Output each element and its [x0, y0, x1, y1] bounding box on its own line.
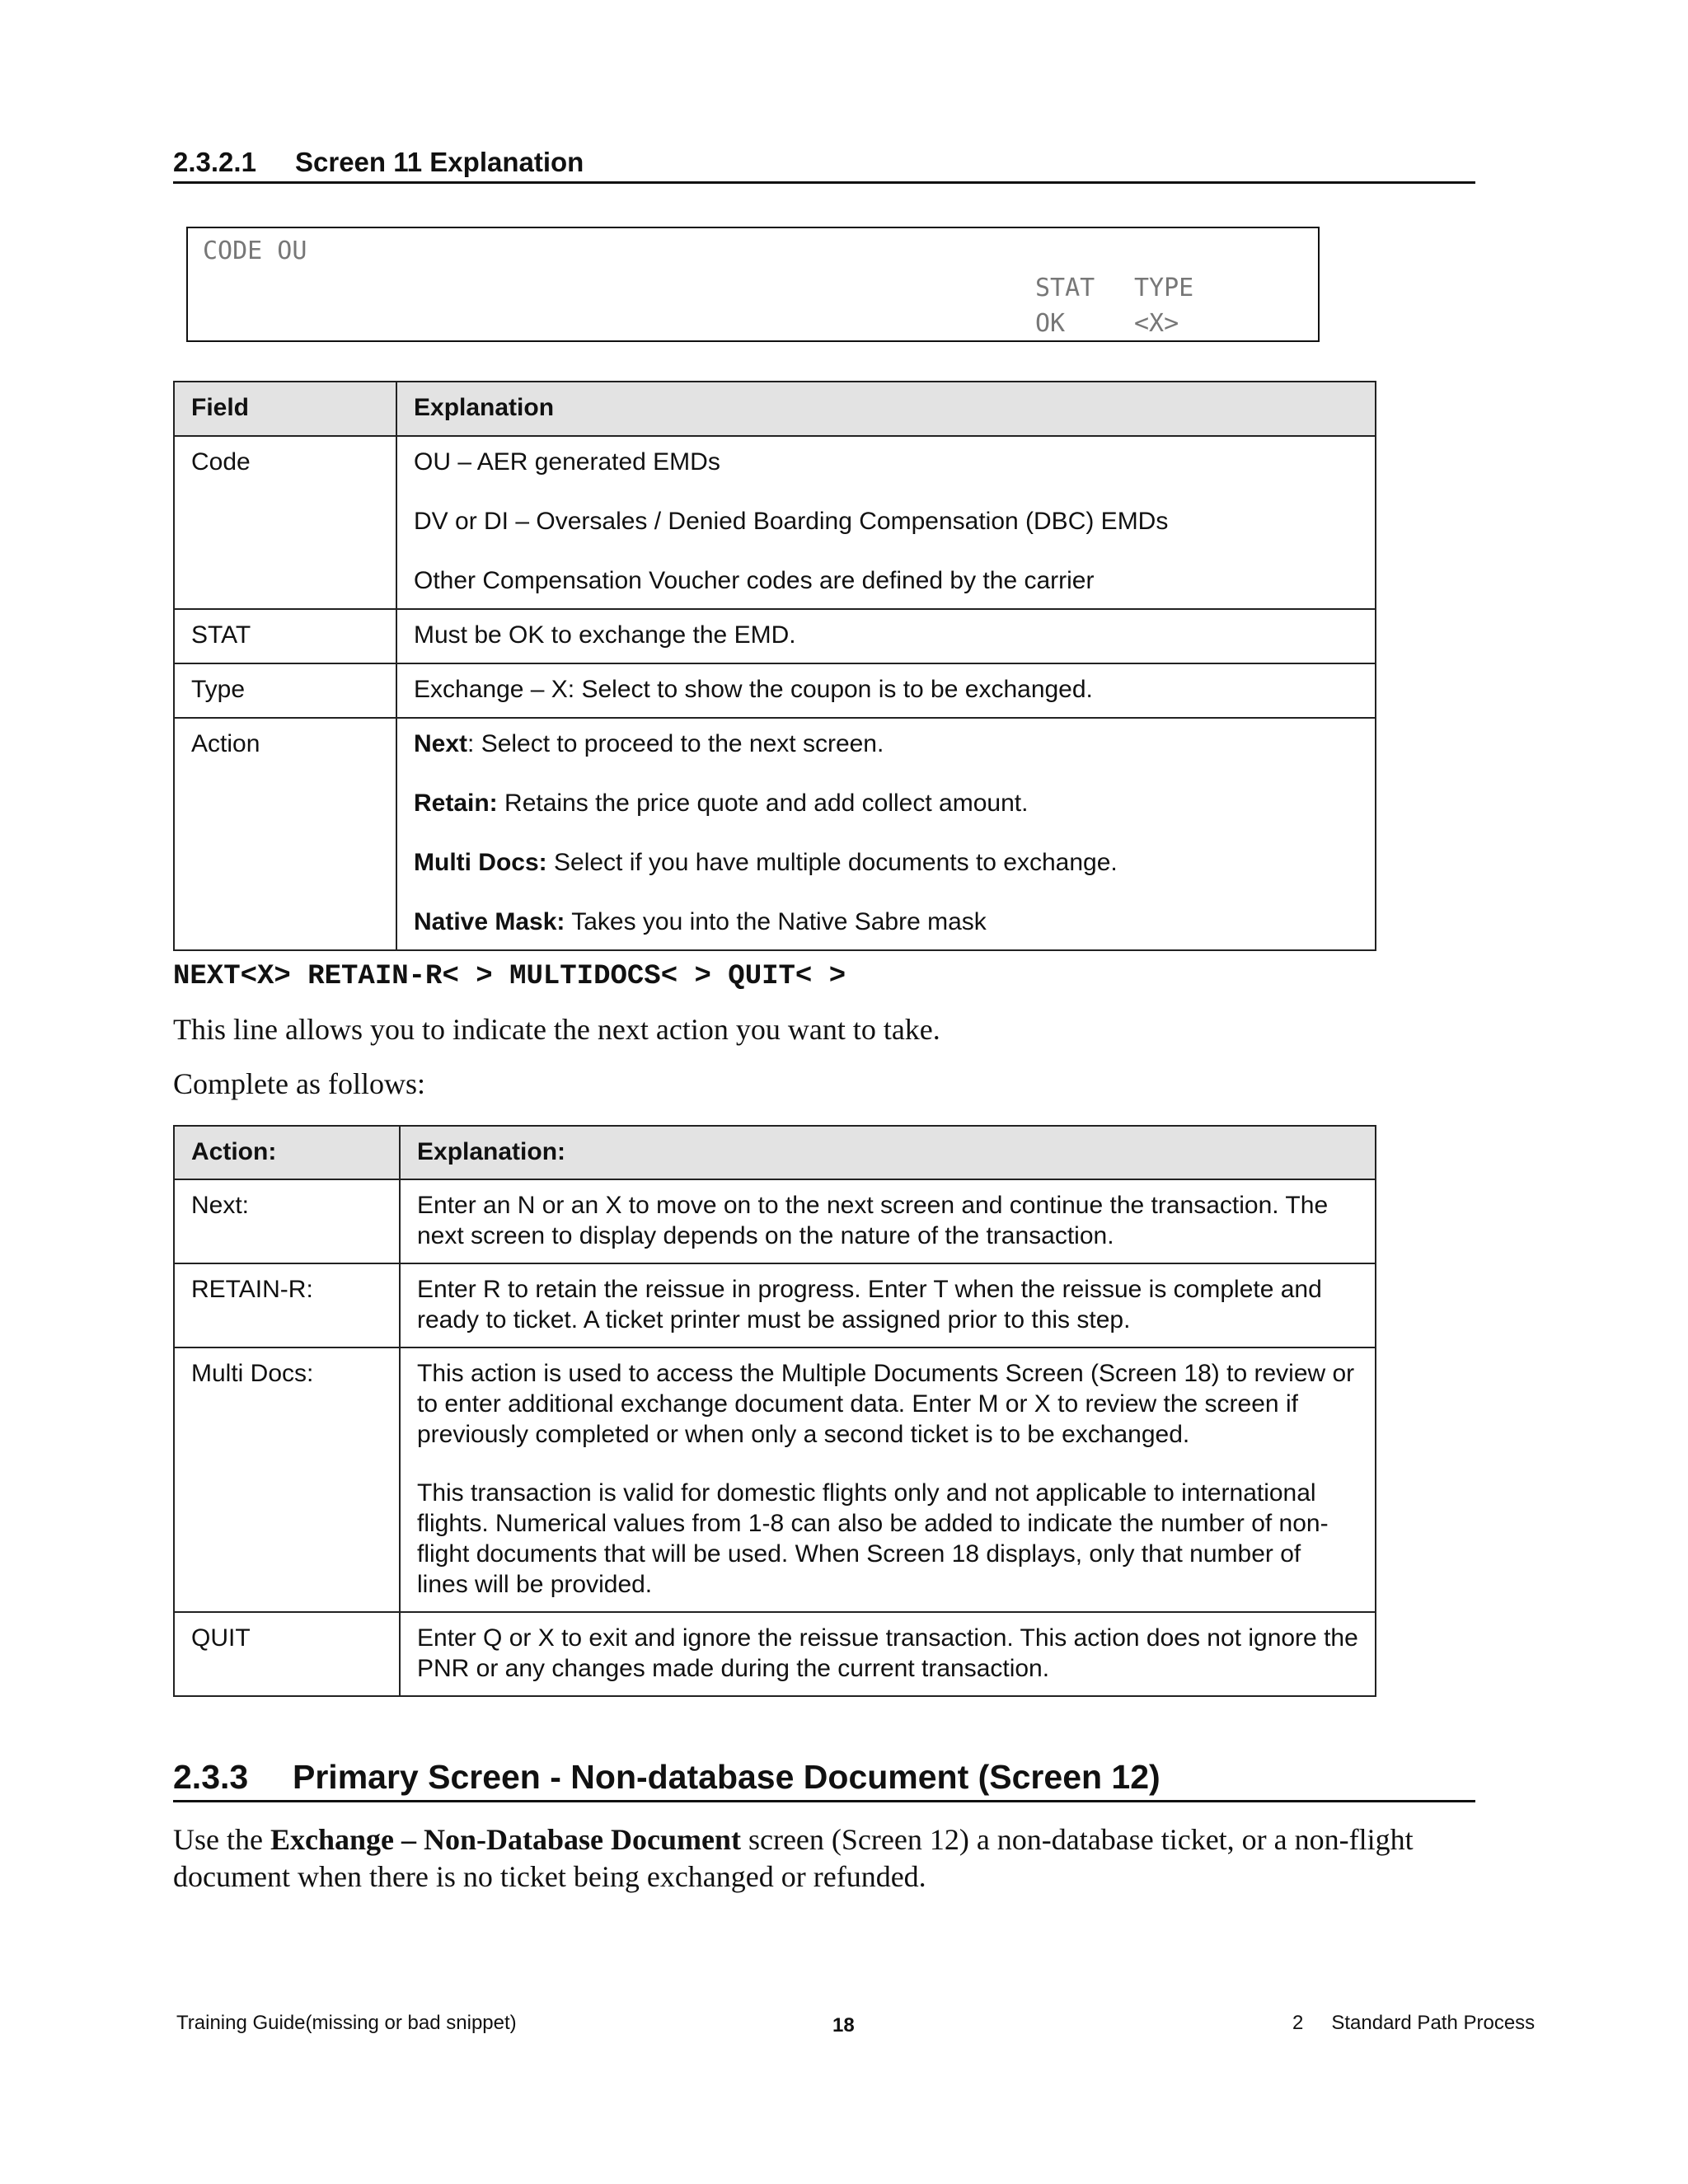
explanation-paragraph: Enter Q or X to exit and ignore the reissue transaction. This action does not ignore the PNR or any changes made during the current transaction. — [417, 1624, 1358, 1682]
explanation-paragraph: This transaction is valid for domestic flights only and not applicable to international flights. Numerical values from 1-8 can also be added to indicate the number of non-flight documents that will be used. When Screen 18 displays, only that number of lines will be provided. — [417, 1479, 1329, 1598]
header-action: Action: — [174, 1126, 400, 1179]
action-explanation-table — [173, 1125, 1376, 1697]
field-explanation — [396, 663, 1376, 718]
section-title: Primary Screen - Non-database Document (Screen 12) — [293, 1758, 1160, 1796]
field-explanation — [396, 609, 1376, 663]
table-row — [174, 718, 1376, 950]
screen-11-mock — [186, 227, 1320, 342]
section-number: 2.3.3 — [173, 1758, 249, 1796]
field-name: Action — [174, 718, 396, 950]
footer-guide-title: Training Guide(missing or bad snippet) — [176, 2012, 517, 2034]
section-heading-screen-12 — [173, 1755, 1475, 1802]
action-explanation — [400, 1263, 1376, 1347]
explanation-line: DV or DI – Oversales / Denied Boarding Compensation (DBC) EMDs — [414, 508, 1169, 535]
section-number: 2.3.2.1 — [173, 147, 256, 177]
explanation-line: Next: Select to proceed to the next screen. — [414, 730, 884, 757]
screen-stat-label: STAT — [1035, 274, 1095, 302]
explanation-line: Multi Docs: Select if you have multiple documents to exchange. — [414, 849, 1118, 876]
action-command-line: NEXT<X> RETAIN-R< > MULTIDOCS< > QUIT< > — [173, 961, 846, 992]
header-field: Field — [174, 382, 396, 436]
table-row — [174, 1179, 1376, 1263]
screen-12-intro-paragraph: Use the Exchange – Non-Database Document screen (Screen 12) a non-database ticket, or a non-flight document when there is no ticket being exchanged or refunded. — [173, 1823, 1414, 1893]
explanation-line: Must be OK to exchange the EMD. — [414, 621, 796, 649]
table-header-row — [174, 382, 1376, 436]
action-explanation — [400, 1347, 1376, 1612]
field-explanation — [396, 436, 1376, 609]
table-row — [174, 663, 1376, 718]
section-title: Screen 11 Explanation — [295, 147, 584, 177]
explanation-paragraph: Enter R to retain the reissue in progress. Enter T when the reissue is complete and ready to ticket. A ticket printer must be assigned prior to this step. — [417, 1276, 1322, 1333]
action-name: Multi Docs: — [174, 1347, 400, 1612]
explanation-line: Retain: Retains the price quote and add collect amount. — [414, 790, 1029, 817]
header-explanation: Explanation: — [400, 1126, 1376, 1179]
complete-as-follows-paragraph: Complete as follows: — [173, 1067, 425, 1100]
table-row — [174, 436, 1376, 609]
action-intro-paragraph: This line allows you to indicate the next action you want to take. — [173, 1013, 940, 1046]
field-explanation — [396, 718, 1376, 950]
header-explanation: Explanation — [396, 382, 1376, 436]
explanation-line: Other Compensation Voucher codes are defined by the carrier — [414, 567, 1095, 594]
table-row — [174, 1263, 1376, 1347]
explanation-line: Exchange – X: Select to show the coupon is to be exchanged. — [414, 676, 1093, 703]
action-name: Next: — [174, 1179, 400, 1263]
field-name: STAT — [174, 609, 396, 663]
field-explanation-table — [173, 381, 1376, 951]
action-explanation — [400, 1612, 1376, 1696]
screen-type-label: TYPE — [1134, 274, 1194, 302]
explanation-line: OU – AER generated EMDs — [414, 448, 720, 476]
field-name: Type — [174, 663, 396, 718]
field-name: Code — [174, 436, 396, 609]
screen-stat-value: OK — [1035, 309, 1066, 338]
screen-type-value: <X> — [1134, 309, 1179, 338]
table-row — [174, 1612, 1376, 1696]
footer-chapter: 2 Standard Path Process — [1292, 2012, 1536, 2034]
screen-code-line: CODE OU — [203, 237, 307, 265]
footer-page-number: 18 — [832, 2014, 855, 2036]
action-explanation — [400, 1179, 1376, 1263]
explanation-paragraph: Enter an N or an X to move on to the next screen and continue the transaction. The next screen to display depends on the nature of the transaction. — [417, 1192, 1329, 1249]
table-row — [174, 1347, 1376, 1612]
table-header-row — [174, 1126, 1376, 1179]
action-name: RETAIN-R: — [174, 1263, 400, 1347]
section-heading-screen-11 — [173, 145, 1475, 184]
explanation-paragraph: This action is used to access the Multiple Documents Screen (Screen 18) to review or to enter additional exchange document data. Enter M or X to review the screen if previously completed or when only a second ticket is to be exchanged. — [417, 1360, 1355, 1448]
action-name: QUIT — [174, 1612, 400, 1696]
explanation-line: Native Mask: Takes you into the Native Sabre mask — [414, 908, 987, 935]
table-row — [174, 609, 1376, 663]
